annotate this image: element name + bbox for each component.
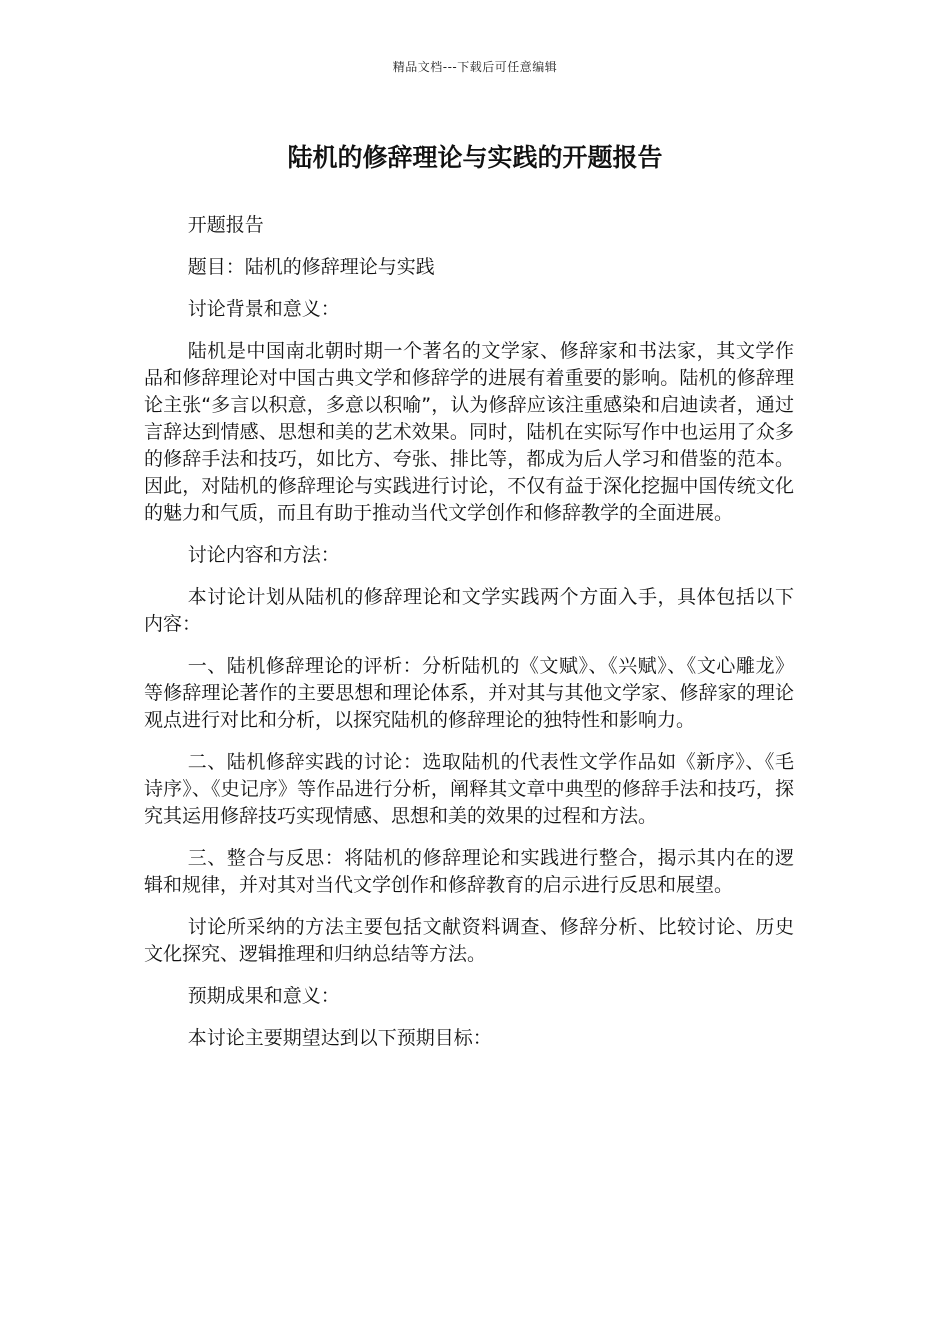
topic-line: 题目：陆机的修辞理论与实践: [187, 256, 435, 278]
header-note: 精品文档---下载后可任意编辑: [392, 60, 558, 74]
plan-item-integration: 三、整合与反思：将陆机的修辞理论和实践进行整合，揭示其内在的逻辑和规律，并对其对当代文学创作和修辞教育的启示进行反思和展望。: [144, 847, 794, 896]
section-label-report: 开题报告: [187, 214, 264, 236]
background-paragraph: 陆机是中国南北朝时期一个著名的文学家、修辞家和书法家，其文学作品和修辞理论对中国古典文学和修辞学的进展有着重要的影响。陆机的修辞理论主张“多言以积意，多意以积喻”，认为修辞应该注重感染和启迪读者，通过言辞达到情感、思想和美的艺术效果。同时，陆机在实际写作中也运用了众多的修辞手法和技巧，如比方、夸张、排比等，都成为后人学习和借鉴的范本。因此，对陆机的修辞理论与实践进行讨论，不仅有益于深化挖掘中国传统文化的魅力和气质，而且有助于推动当代文学创作和修辞教学的全面进展。: [144, 340, 794, 524]
expected-goals-intro: 本讨论主要期望达到以下预期目标：: [187, 1027, 492, 1049]
section-heading-content-method: 讨论内容和方法：: [187, 544, 340, 566]
document-body: [144, 212, 794, 1067]
plan-intro-paragraph: 本讨论计划从陆机的修辞理论和文学实践两个方面入手，具体包括以下内容：: [144, 586, 794, 635]
section-heading-expected-results: 预期成果和意义：: [187, 985, 340, 1007]
plan-item-theory: 一、陆机修辞理论的评析：分析陆机的《文赋》、《兴赋》、《文心雕龙》等修辞理论著作的主要思想和理论体系，并对其与其他文学家、修辞家的理论观点进行对比和分析，以探究陆机的修辞理论的独特性和影响力。: [144, 655, 794, 731]
plan-item-practice: 二、陆机修辞实践的讨论：选取陆机的代表性文学作品如《新序》、《毛诗序》、《史记序》等作品进行分析，阐释其文章中典型的修辞手法和技巧，探究其运用修辞技巧实现情感、思想和美的效果的过程和方法。: [144, 751, 794, 827]
section-heading-background: 讨论背景和意义：: [187, 298, 340, 320]
page-title: 陆机的修辞理论与实践的开题报告: [287, 143, 663, 172]
methods-paragraph: 讨论所采纳的方法主要包括文献资料调查、修辞分析、比较讨论、历史文化探究、逻辑推理和归纳总结等方法。: [144, 916, 794, 965]
